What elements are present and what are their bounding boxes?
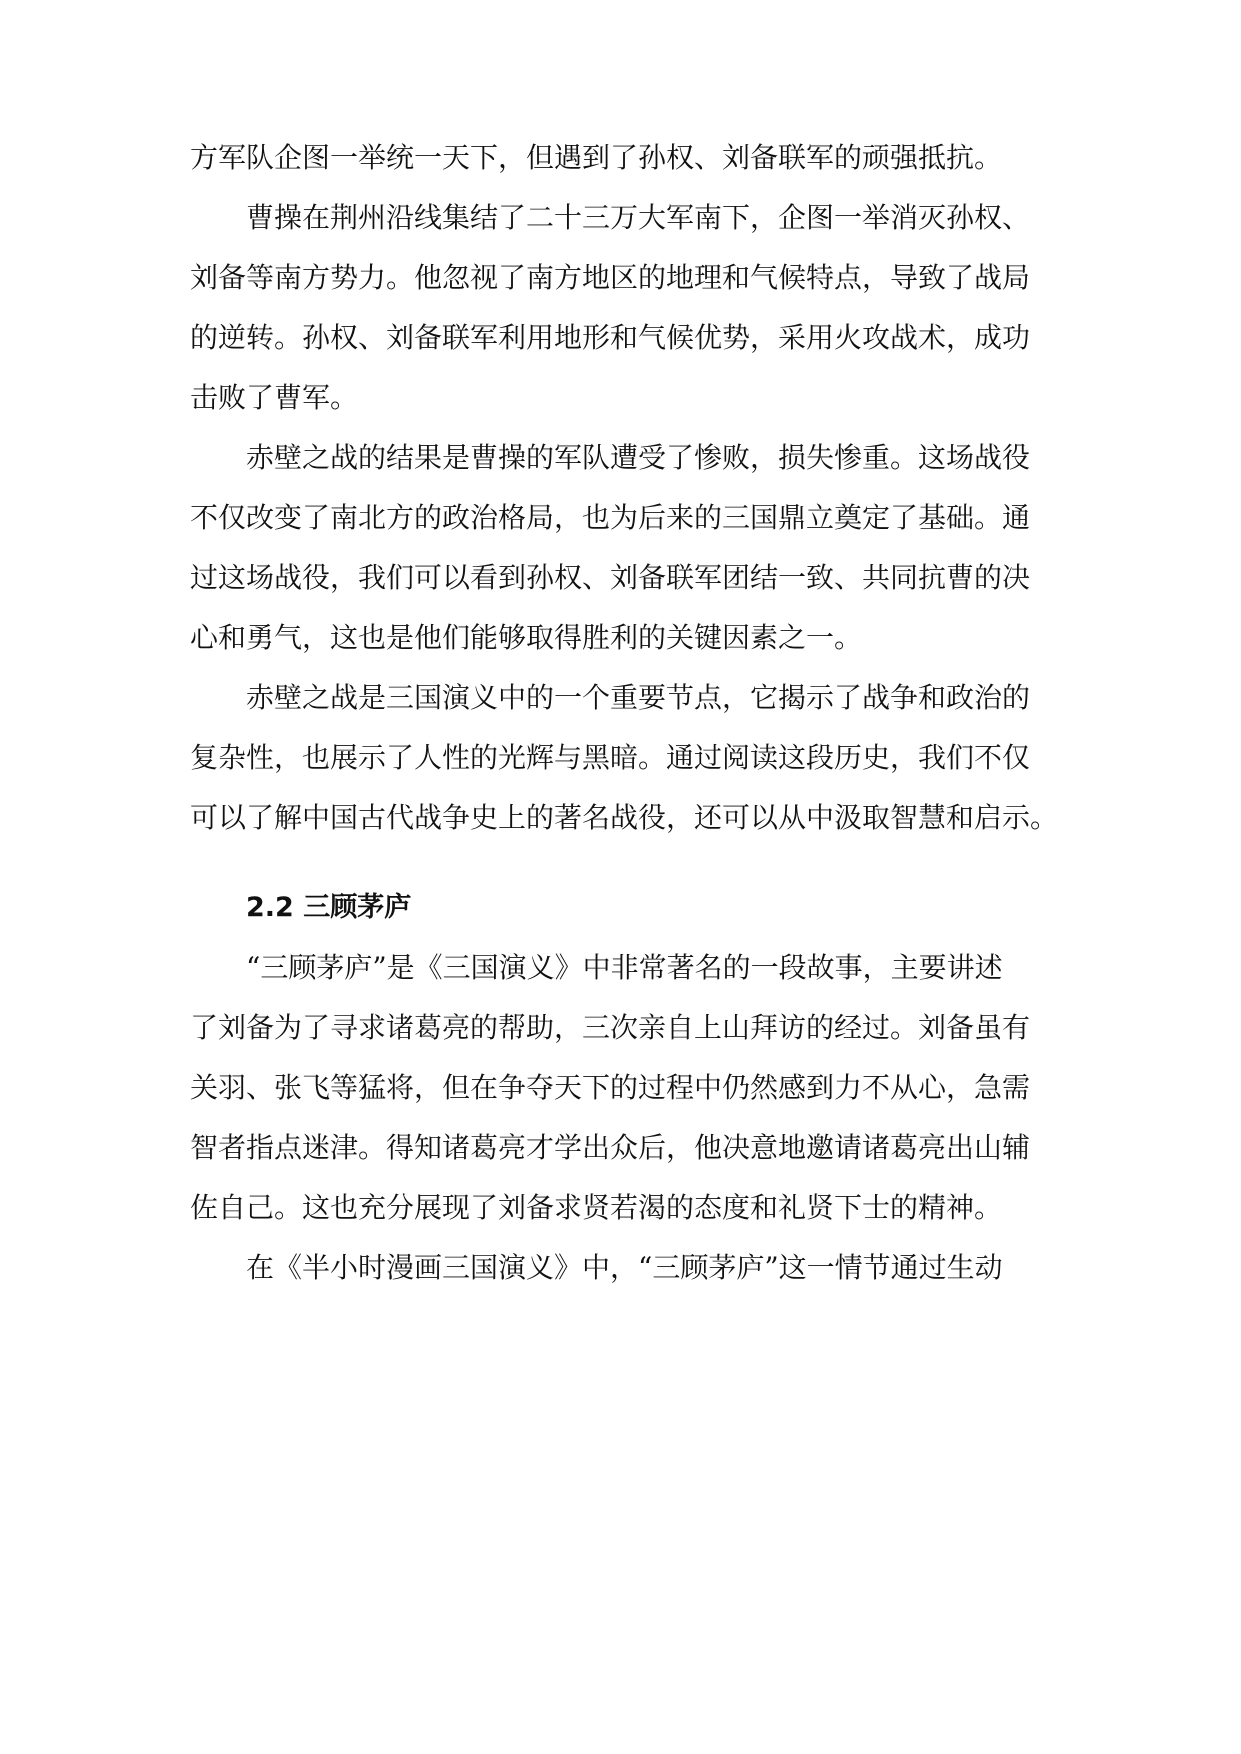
text-line: 关羽、张飞等猛将，但在争夺天下的过程中仍然感到力不从心，急需 [190, 1071, 1031, 1104]
text-line: 过这场战役，我们可以看到孙权、刘备联军团结一致、共同抗曹的决 [190, 561, 1031, 594]
text-line: 智者指点迷津。得知诸葛亮才学出众后，他决意地邀请诸葛亮出山辅 [190, 1131, 1031, 1164]
paragraph [190, 938, 1060, 1238]
text-line: 复杂性，也展示了人性的光辉与黑暗。通过阅读这段历史，我们不仅 [190, 741, 1031, 774]
text-line: 的逆转。孙权、刘备联军利用地形和气候优势，采用火攻战术，成功 [190, 321, 1031, 354]
text-line: 赤壁之战的结果是曹操的军队遭受了惨败，损失惨重。这场战役 [246, 441, 1031, 474]
text-line: 刘备等南方势力。他忽视了南方地区的地理和气候特点，导致了战局 [190, 261, 1031, 294]
document-page [190, 128, 1060, 1298]
text-line: 曹操在荆州沿线集结了二十三万大军南下，企图一举消灭孙权、 [246, 201, 1031, 234]
paragraph [190, 428, 1060, 668]
text-line: 不仅改变了南北方的政治格局，也为后来的三国鼎立奠定了基础。通 [190, 501, 1031, 534]
text-line: “三顾茅庐”是《三国演义》中非常著名的一段故事，主要讲述 [246, 951, 1003, 984]
text-line: 赤壁之战是三国演义中的一个重要节点，它揭示了战争和政治的 [246, 681, 1031, 714]
paragraph [190, 128, 1060, 188]
text-line: 在《半小时漫画三国演义》中，“三顾茅庐”这一情节通过生动 [246, 1251, 1003, 1284]
text-line: 佐自己。这也充分展现了刘备求贤若渴的态度和礼贤下士的精神。 [190, 1191, 1003, 1224]
text-line: 心和勇气，这也是他们能够取得胜利的关键因素之一。 [190, 621, 863, 654]
text-line: 可以了解中国古代战争史上的著名战役，还可以从中汲取智慧和启示。 [190, 801, 1059, 834]
text-line: 了刘备为了寻求诸葛亮的帮助，三次亲自上山拜访的经过。刘备虽有 [190, 1011, 1031, 1044]
paragraph [190, 1238, 1060, 1298]
text-line: 击败了曹军。 [190, 381, 359, 414]
paragraph [190, 188, 1060, 428]
section-heading: 2.2 三顾茅庐 [246, 892, 412, 923]
text-line: 方军队企图一举统一天下，但遇到了孙权、刘备联军的顽强抵抗。 [190, 141, 1003, 174]
paragraph [190, 668, 1060, 848]
